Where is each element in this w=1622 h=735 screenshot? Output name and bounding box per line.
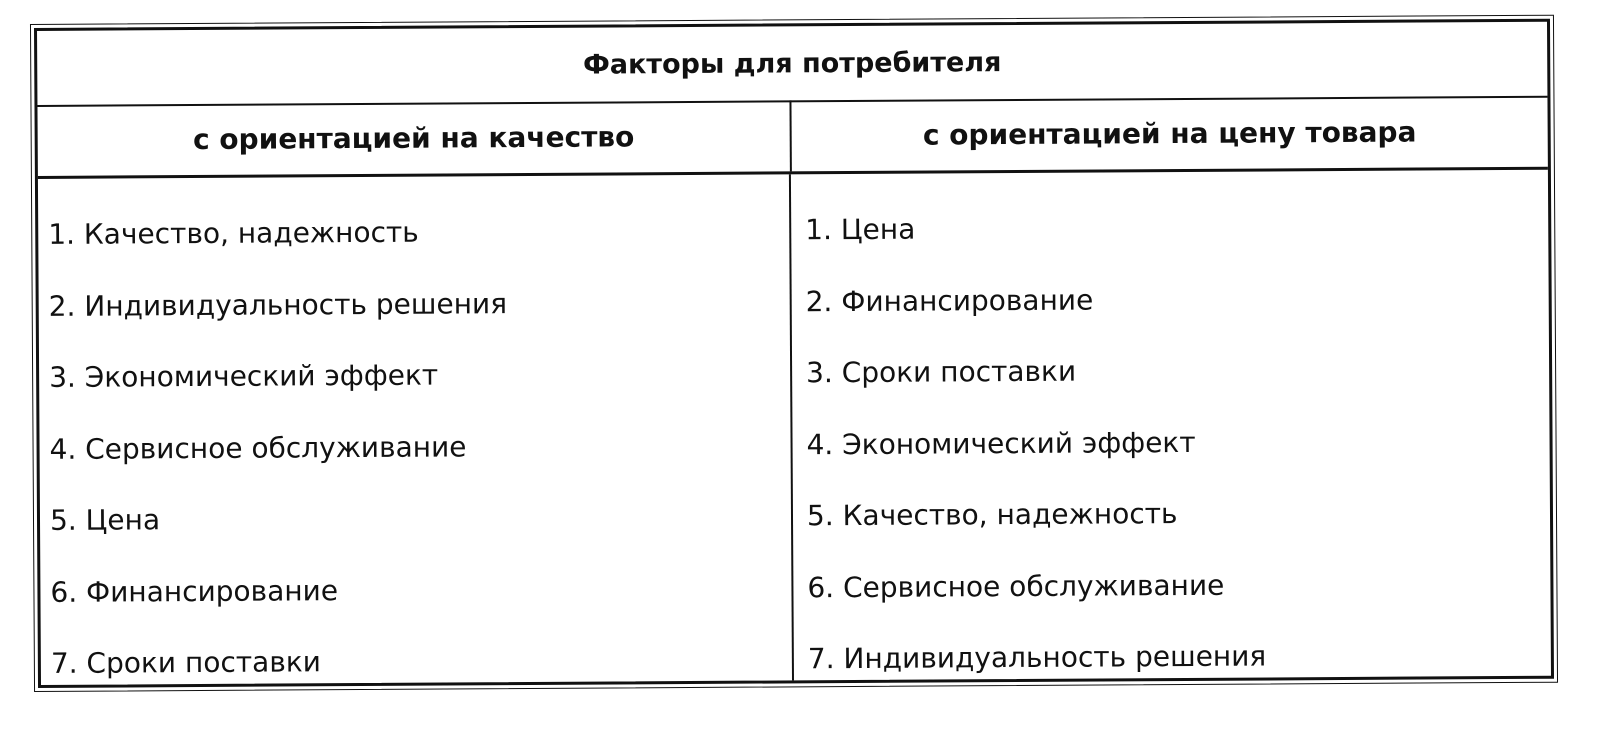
price-factors-list: [791, 170, 1551, 681]
list-item: 2. Индивидуальность решения: [48, 286, 508, 323]
list-item: 1. Качество, надежность: [48, 215, 419, 252]
list-item: 1. Цена: [805, 212, 916, 247]
factors-table: [34, 19, 1554, 688]
list-item: 5. Качество, надежность: [806, 497, 1178, 533]
list-item: 4. Экономический эффект: [806, 425, 1196, 462]
list-item: 2. Финансирование: [805, 283, 1094, 319]
list-item: 3. Сроки поставки: [806, 354, 1077, 390]
list-item: 7. Индивидуальность решения: [807, 639, 1267, 676]
table-body: [38, 170, 1551, 685]
list-item: 6. Финансирование: [50, 573, 339, 609]
table-title: Факторы для потребителя: [37, 22, 1547, 107]
list-item: 4. Сервисное обслуживание: [49, 430, 467, 466]
list-item: 5. Цена: [49, 503, 161, 538]
list-item: 6. Сервисное обслуживание: [807, 568, 1225, 605]
header-price-orientation: с ориентацией на цену товара: [922, 115, 1417, 152]
column-headers: [37, 96, 1547, 179]
list-item: 7. Сроки поставки: [50, 645, 321, 681]
list-item: 3. Экономический эффект: [49, 358, 439, 395]
quality-factors-list: [38, 174, 794, 685]
header-quality-orientation: с ориентацией на качество: [37, 100, 791, 176]
